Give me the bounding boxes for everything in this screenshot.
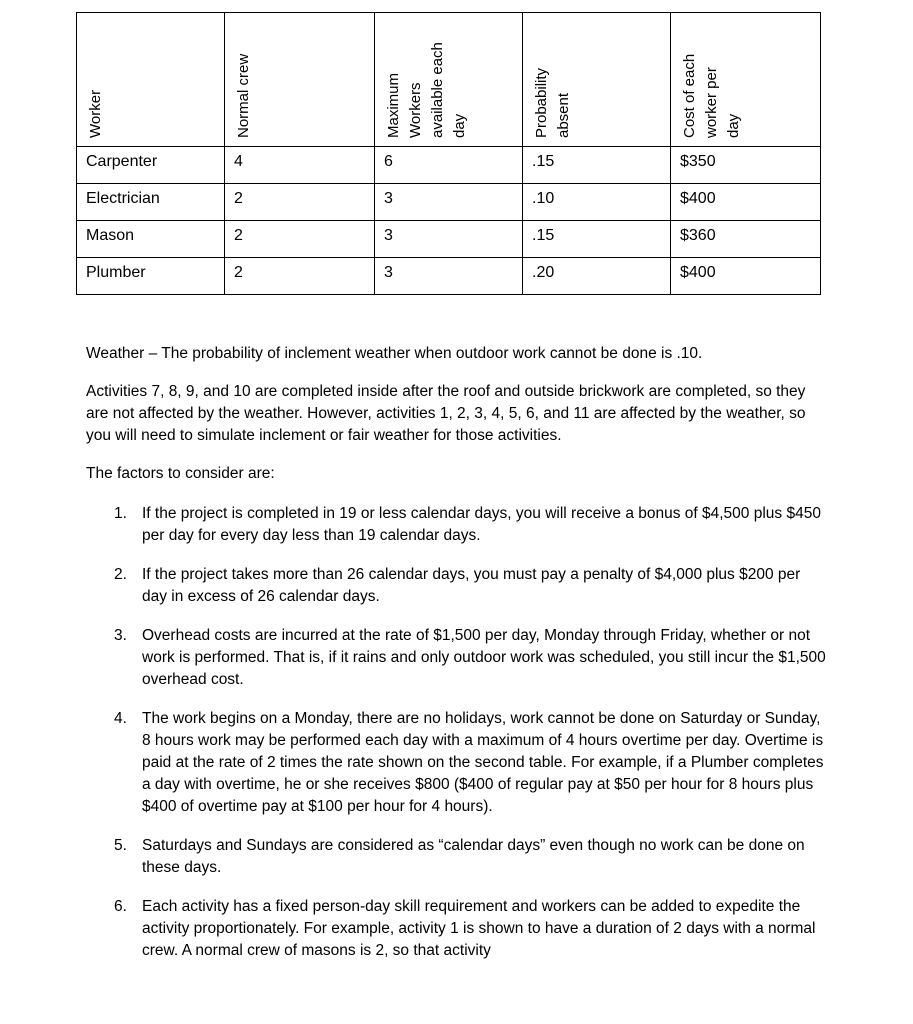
header-line: Maximum xyxy=(385,72,402,138)
list-text: The work begins on a Monday, there are no holidays, work cannot be done on Saturday or Sunday, 8 hours work may be performed each day with a maximum of 4 hours overtime per day. Overtime is paid at the rate of 2 times the rate shown on the second table. For example, if a Plumber completes a day with overtime, he or she receives $800 ($400 of regular pay at $50 per hour for 8 hours plus $400 of overtime pay at $100 per hour for 4 hours). xyxy=(142,710,824,815)
table-cell: $360 xyxy=(671,221,821,258)
list-text: If the project is completed in 19 or less calendar days, you will receive a bonus of $4,500 plus $450 per day for every day less than 19 calendar days. xyxy=(142,505,821,544)
factors-intro: The factors to consider are: xyxy=(86,465,275,482)
list-item xyxy=(86,625,826,691)
list-number: 6. xyxy=(114,898,127,915)
list-text: Saturdays and Sundays are considered as “calendar days” even though no work can be done on these days. xyxy=(142,837,805,876)
list-number: 1. xyxy=(114,505,127,522)
table-cell: .10 xyxy=(523,184,671,221)
table-cell: 3 xyxy=(375,221,523,258)
weather-paragraph: Weather – The probability of inclement weather when outdoor work cannot be done is .10. xyxy=(86,345,703,362)
header-maximum-workers xyxy=(375,13,523,147)
table-cell: 3 xyxy=(375,258,523,295)
table-cell: 3 xyxy=(375,184,523,221)
table-row xyxy=(77,147,821,184)
table-cell: Carpenter xyxy=(77,147,225,184)
table-cell: 2 xyxy=(225,258,375,295)
table-cell: 2 xyxy=(225,221,375,258)
table-cell: Plumber xyxy=(77,258,225,295)
header-line: day xyxy=(725,113,742,138)
list-item xyxy=(86,835,826,879)
list-text: Each activity has a fixed person-day skill requirement and workers can be added to expedite the activity proportionately. For example, activity 1 is shown to have a duration of 2 days with a normal crew. A normal crew of masons is 2, so that activity xyxy=(142,898,816,959)
table-cell: .20 xyxy=(523,258,671,295)
header-line: available each xyxy=(429,42,446,138)
header-line: Normal crew xyxy=(235,53,252,138)
table-row xyxy=(77,221,821,258)
header-worker xyxy=(77,13,225,147)
header-line: absent xyxy=(555,92,572,138)
list-item xyxy=(86,708,826,818)
header-cost-per-day xyxy=(671,13,821,147)
list-text: If the project takes more than 26 calendar days, you must pay a penalty of $4,000 plus $200 per day in excess of 26 calendar days. xyxy=(142,566,801,605)
table-row xyxy=(77,184,821,221)
table-cell: $350 xyxy=(671,147,821,184)
list-item xyxy=(86,503,826,547)
list-number: 5. xyxy=(114,837,127,854)
factors-list xyxy=(86,503,826,962)
list-item xyxy=(86,564,826,608)
table-cell: 4 xyxy=(225,147,375,184)
worker-table xyxy=(76,12,821,295)
table-cell: 6 xyxy=(375,147,523,184)
table-row xyxy=(77,258,821,295)
table-cell: Mason xyxy=(77,221,225,258)
header-line: worker per xyxy=(703,67,720,138)
table-cell: $400 xyxy=(671,184,821,221)
list-number: 2. xyxy=(114,566,127,583)
table-cell: 2 xyxy=(225,184,375,221)
document-body xyxy=(86,343,826,979)
header-line: Cost of each xyxy=(681,53,698,138)
table-cell: .15 xyxy=(523,147,671,184)
list-text: Overhead costs are incurred at the rate of $1,500 per day, Monday through Friday, whether or not work is performed. That is, if it rains and only outdoor work was scheduled, you still incur the $1,500 overhead cost. xyxy=(142,627,826,688)
header-normal-crew xyxy=(225,13,375,147)
list-item xyxy=(86,896,826,962)
header-line: Worker xyxy=(87,89,104,138)
header-line: Probability xyxy=(533,67,550,138)
header-line: Workers xyxy=(407,82,424,138)
header-probability-absent xyxy=(523,13,671,147)
table-cell: Electrician xyxy=(77,184,225,221)
list-number: 3. xyxy=(114,627,127,644)
header-line: day xyxy=(451,113,468,138)
table-cell: .15 xyxy=(523,221,671,258)
table-header-row xyxy=(77,13,821,147)
list-number: 4. xyxy=(114,710,127,727)
activities-paragraph: Activities 7, 8, 9, and 10 are completed inside after the roof and outside brickwork are completed, so they are not affected by the weather. However, activities 1, 2, 3, 4, 5, 6, and 11 are affected by the weather, so you will need to simulate inclement or fair weather for those activities. xyxy=(86,383,806,444)
table-cell: $400 xyxy=(671,258,821,295)
